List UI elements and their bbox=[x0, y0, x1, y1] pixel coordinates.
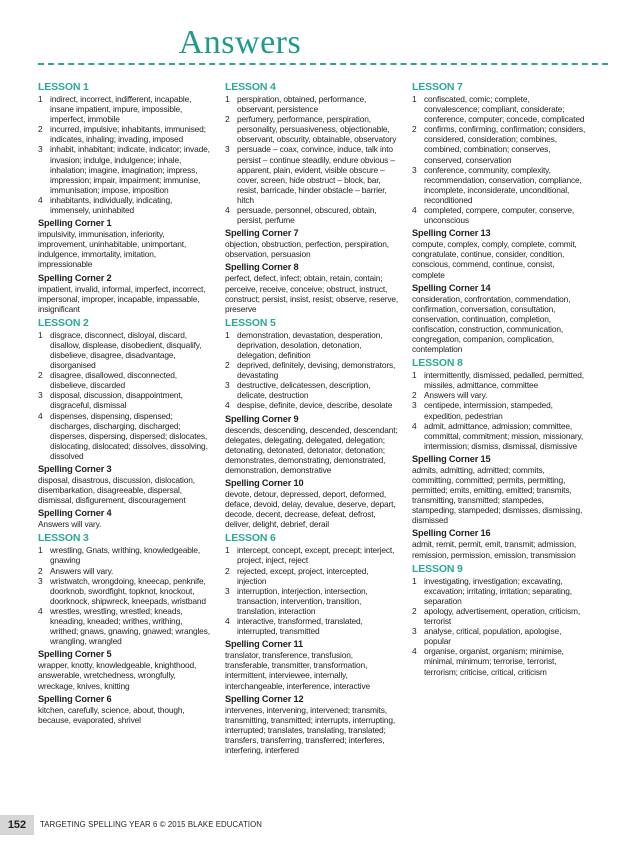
page-footer bbox=[0, 815, 640, 835]
spelling-corner-heading: Spelling Corner 14 bbox=[412, 282, 491, 293]
spelling-corner-heading: Spelling Corner 2 bbox=[38, 272, 112, 283]
answer-number: 3 bbox=[38, 390, 43, 401]
answer-number: 3 bbox=[225, 380, 230, 391]
answer-text: dispenses, dispensing, dispensed; discharges, discharging, discharged; disperses, dispersing, dispersed; dislocates, dislocating, dislocated; dissolves, dissolving, dissolved bbox=[50, 410, 208, 461]
spelling-corner-answer: impulsivity, immunisation, inferiority, improvement, uninhabitable, unimportant, indulgence, immortality, imitation, impressionable bbox=[38, 229, 187, 270]
answer-item bbox=[412, 205, 586, 225]
spelling-corner-section bbox=[225, 478, 399, 529]
spelling-corner-heading: Spelling Corner 12 bbox=[225, 693, 304, 704]
spelling-corner-answer: admit, remit, permit, emit, transmit; admission, remission, permission, emission, transmission bbox=[412, 539, 577, 560]
spelling-corner-heading: Spelling Corner 5 bbox=[38, 649, 112, 660]
answer-text: wrestles, wrestling, wrestled; kneads, kneading, kneaded; writhes, writhing, writhed; gnaws, gnawing, gnawed; wrangles, wrangling, wrangled bbox=[50, 605, 210, 647]
answer-item bbox=[38, 144, 212, 194]
spelling-corner-heading: Spelling Corner 3 bbox=[38, 464, 112, 474]
answer-text: perfumery, performance, perspiration, personality, persuasiveness, objectionable, observant, obscurity, obtainable, observatory bbox=[237, 114, 397, 145]
answer-item bbox=[38, 545, 212, 565]
spelling-corner-heading: Spelling Corner 16 bbox=[412, 528, 491, 539]
spelling-corner-answer: Answers will vary. bbox=[38, 519, 102, 530]
answer-item bbox=[412, 370, 586, 390]
spelling-corner-heading: Spelling Corner 7 bbox=[225, 228, 299, 239]
answer-number: 1 bbox=[412, 94, 417, 104]
answer-text: incurred, impulsive; inhabitants, immunised; indicates, inhaling; invading, imposed bbox=[50, 124, 206, 145]
answer-number: 3 bbox=[38, 144, 43, 155]
answer-text: wrestling, Gnats, writhing, knowledgeable, gnawing bbox=[50, 545, 201, 566]
answer-number: 1 bbox=[412, 575, 417, 586]
answer-item bbox=[38, 606, 212, 646]
answer-number: 4 bbox=[38, 605, 43, 616]
footer-credit: TARGETING SPELLING YEAR 6 © 2015 BLAKE EDUCATION bbox=[40, 820, 262, 829]
answer-item bbox=[225, 114, 399, 144]
answer-text: inhabitants, individually, indicating, immensely, uninhabited bbox=[50, 194, 173, 216]
answer-item bbox=[38, 124, 212, 144]
lesson-section bbox=[38, 317, 212, 461]
answer-number: 1 bbox=[38, 94, 43, 104]
answer-text: indirect, incorrect, indifferent, incapable, insane impatient, impure, impossible, imperfect, immobile bbox=[50, 94, 192, 125]
answer-item bbox=[225, 380, 399, 400]
answer-text: Answers will vary. bbox=[50, 565, 114, 576]
answer-number: 2 bbox=[225, 565, 230, 576]
answers-column-2 bbox=[225, 78, 399, 758]
answer-text: inhabit, inhabitant; indicate, indicator; invade, invasion; indulge, indulgence; inhale, inhalation; imagine, imagination; impress, impression; impair, impairment; immunise, immunisation; impose, imposition bbox=[50, 144, 210, 195]
lesson-section bbox=[38, 532, 212, 646]
spelling-corner-heading: Spelling Corner 13 bbox=[412, 228, 491, 239]
answer-number: 3 bbox=[412, 164, 417, 175]
answer-number: 4 bbox=[412, 646, 417, 657]
answer-number: 4 bbox=[225, 205, 230, 216]
answer-text: conference, community, complexity, recommendation, conservation, compliance, incomplete, inconsiderate, unconditional, reconditioned bbox=[424, 164, 582, 205]
spelling-corner-section bbox=[38, 508, 212, 529]
title-divider bbox=[38, 63, 608, 65]
spelling-corner-answer: kitchen, carefully, science, about, though, because, evaporated, shrivel bbox=[38, 704, 185, 725]
answer-item bbox=[38, 390, 212, 410]
answer-text: organise, organist, organism; minimise, minimal, minimum; terrorise, terrorist, terrorism; criticise, critical, criticism bbox=[424, 646, 564, 677]
spelling-corner-section bbox=[38, 218, 212, 269]
answer-number: 2 bbox=[225, 360, 230, 371]
answer-item bbox=[412, 390, 586, 400]
spelling-corner-section bbox=[412, 283, 586, 355]
spelling-corner-answer: perfect, defect, infect; obtain, retain, contain; perceive, receive, conceive; obstruct, instruct, construct; persist, insist, resist; observe, reserve, preserve bbox=[225, 273, 399, 314]
spelling-corner-answer: admits, admitting, admitted; commits, committing, committed; permits, permitting, permitted; emits, emitting, emitted; transmits, transmitting, transmitted; stampedes, stampeding, stampeded; dismisses, dismissing, dismissed bbox=[412, 464, 583, 526]
lesson-heading: LESSON 7 bbox=[412, 81, 463, 93]
answer-text: destructive, delicatessen, description, delicate, destruction bbox=[237, 380, 371, 401]
spelling-corner-section bbox=[225, 694, 399, 755]
answer-number: 1 bbox=[225, 329, 230, 340]
answer-item bbox=[225, 205, 399, 225]
answer-item bbox=[412, 94, 586, 124]
spelling-corner-section bbox=[412, 228, 586, 279]
answer-item bbox=[412, 646, 586, 676]
answer-number: 4 bbox=[412, 420, 417, 431]
answer-item bbox=[225, 616, 399, 636]
answer-text: perspiration, obtained, performance, observant, persistence bbox=[237, 94, 367, 115]
lesson-section bbox=[412, 81, 586, 225]
answer-item bbox=[38, 566, 212, 576]
answer-number: 4 bbox=[412, 205, 417, 216]
answer-text: persuade – coax, convince, induce, talk into persist – continue steadily, endure obvious – apparent, plain, evident, visible obscure – cover, screen, hide obstruct – block, bar, resist, barricade, hinder obstacle – barrier, hitch bbox=[237, 144, 395, 205]
answer-item bbox=[38, 195, 212, 215]
answer-item bbox=[225, 360, 399, 380]
answer-item bbox=[412, 165, 586, 205]
answer-text: analyse, critical, population, apologise, popular bbox=[424, 626, 562, 647]
answer-item bbox=[412, 421, 586, 451]
answers-column-1 bbox=[38, 78, 212, 728]
spelling-corner-heading: Spelling Corner 1 bbox=[38, 218, 112, 229]
spelling-corner-heading: Spelling Corner 6 bbox=[38, 693, 112, 704]
answer-number: 4 bbox=[225, 400, 230, 411]
answer-number: 3 bbox=[225, 585, 230, 596]
spelling-corner-heading: Spelling Corner 8 bbox=[225, 262, 299, 273]
answer-item bbox=[38, 576, 212, 606]
answers-column-3 bbox=[412, 78, 586, 680]
spelling-corner-heading: Spelling Corner 9 bbox=[225, 413, 299, 424]
answer-text: interactive, transformed, translated, interrupted, transmitted bbox=[237, 616, 363, 637]
answer-text: intermittently, dismissed, pedalled, permitted, missiles, admittance, committee bbox=[424, 370, 584, 391]
answer-number: 3 bbox=[412, 626, 417, 637]
answer-number: 3 bbox=[412, 400, 417, 411]
answer-text: confiscated, comic; complete, convalescence; compliant, considerate; conference, computer; concede, complicated bbox=[424, 94, 585, 125]
lesson-section bbox=[225, 532, 399, 636]
answer-text: wristwatch, wrongdoing, kneecap, penknife, doorknob, swordfight, topknot, knockout, doorknock, shipwreck, kneepads, wristband bbox=[50, 575, 206, 606]
answer-number: 2 bbox=[412, 124, 417, 135]
spelling-corner-heading: Spelling Corner 4 bbox=[38, 508, 112, 519]
spelling-corner-section bbox=[38, 694, 212, 725]
answer-text: disagree, disallowed, disconnected, disbelieve, discarded bbox=[50, 370, 177, 391]
answer-text: centipede, intermission, stampeded, expedition, pedestrian bbox=[424, 400, 553, 421]
spelling-corner-answer: disposal, disastrous, discussion, dislocation, disembarkation, disagreeable, dispersal, dismissal, disfigurement, discouragement bbox=[38, 475, 195, 506]
answer-item bbox=[225, 400, 399, 410]
answer-item bbox=[225, 330, 399, 360]
spelling-corner-section bbox=[38, 464, 212, 505]
answer-number: 2 bbox=[412, 390, 417, 401]
answer-number: 1 bbox=[38, 545, 43, 556]
lesson-heading: LESSON 6 bbox=[225, 532, 276, 545]
answer-item bbox=[225, 586, 399, 616]
page-title: Answers bbox=[178, 24, 302, 61]
answer-text: despise, definite, device, describe, desolate bbox=[237, 400, 393, 411]
answer-number: 1 bbox=[225, 94, 230, 104]
spelling-corner-section bbox=[225, 262, 399, 313]
answer-text: apology, advertisement, operation, criticism, terrorist bbox=[424, 605, 581, 627]
answer-item bbox=[38, 370, 212, 390]
spelling-corner-section bbox=[225, 228, 399, 259]
answer-text: interruption, interjection, intersection, transaction, intervention, transition, translation, interaction bbox=[237, 585, 368, 616]
answer-text: persuade, personnel, obscured, obtain, persist, perfume bbox=[237, 205, 377, 226]
spelling-corner-answer: devote, detour, depressed, deport, deformed, deface, devoid, delay, devalue, deserve, depart, decode, decent, decrease, defeat, defrost, deliver, delight, debrief, derail bbox=[225, 489, 396, 530]
lesson-heading: LESSON 9 bbox=[412, 562, 463, 575]
spelling-corner-heading: Spelling Corner 10 bbox=[225, 478, 304, 488]
spelling-corner-answer: wrapper, knotty, knowledgeable, knighthood, answerable, wretchedness, wrongfully, wreckage, knives, knitting bbox=[38, 660, 197, 691]
answer-number: 3 bbox=[225, 144, 230, 155]
answer-number: 4 bbox=[38, 194, 43, 205]
spelling-corner-section bbox=[38, 649, 212, 690]
answer-number: 4 bbox=[225, 616, 230, 627]
spelling-corner-section bbox=[38, 273, 212, 314]
answer-item bbox=[38, 411, 212, 461]
answer-item bbox=[412, 124, 586, 164]
answer-number: 1 bbox=[225, 545, 230, 556]
spelling-corner-section bbox=[412, 454, 586, 526]
answer-number: 2 bbox=[38, 565, 43, 576]
answer-text: admit, admittance, admission; committee, committal, commitment; mission, missionary, intermission; dismiss, dismissal, dismissive bbox=[424, 420, 584, 451]
page-number: 152 bbox=[0, 815, 34, 835]
spelling-corner-heading: Spelling Corner 15 bbox=[412, 453, 491, 464]
answer-text: disgrace, disconnect, disloyal, discard, disallow, displease, disobedient, disqualify, disbelieve, disagree, disadvantage, disorganised bbox=[50, 329, 202, 371]
answer-item bbox=[412, 606, 586, 626]
spelling-corner-answer: translator, transference, transfusion, transferable, transmitter, transformation, intermittent, interviewee, internally, interchangeable, interference, interactive bbox=[225, 650, 371, 691]
answer-item bbox=[412, 576, 586, 606]
answer-item bbox=[225, 566, 399, 586]
lesson-heading: LESSON 5 bbox=[225, 316, 276, 329]
answer-number: 2 bbox=[225, 114, 230, 125]
answer-text: investigating, investigation; excavating, excavation; irritating, irritation; separating, separation bbox=[424, 575, 572, 606]
answer-item bbox=[225, 545, 399, 565]
lesson-heading: LESSON 2 bbox=[38, 316, 89, 329]
spelling-corner-section bbox=[225, 414, 399, 475]
answer-number: 2 bbox=[38, 124, 43, 135]
answer-number: 3 bbox=[38, 575, 43, 586]
spelling-corner-section bbox=[412, 528, 586, 559]
answer-item bbox=[38, 330, 212, 370]
answer-text: disposal, discussion, disappointment, disgraceful, dismissal bbox=[50, 390, 183, 411]
answer-text: confirms, confirming, confirmation; considers, considered, consideration; combines, combined, combination; conserves, conserved, conservation bbox=[424, 124, 586, 165]
lesson-section bbox=[412, 563, 586, 677]
answer-number: 4 bbox=[38, 410, 43, 421]
lesson-section bbox=[225, 81, 399, 225]
lesson-heading: LESSON 4 bbox=[225, 81, 276, 93]
answer-item bbox=[412, 400, 586, 420]
answer-number: 2 bbox=[412, 605, 417, 616]
answer-text: rejected, except, project, intercepted, injection bbox=[237, 565, 369, 586]
lesson-section bbox=[38, 81, 212, 215]
spelling-corner-answer: impatient, invalid, informal, imperfect, incorrect, impersonal, improper, incapable, impassable, insignificant bbox=[38, 283, 206, 314]
spelling-corner-answer: objection, obstruction, perfection, perspiration, observation, persuasion bbox=[225, 239, 389, 260]
spelling-corner-section bbox=[225, 639, 399, 690]
answer-text: intercept, concept, except, precept; interject, project, inject, reject bbox=[237, 545, 395, 566]
answer-text: Answers will vary. bbox=[424, 390, 488, 401]
answer-text: deprived, definitely, devising, demonstrators, devastating bbox=[237, 360, 396, 381]
spelling-corner-answer: consideration, confrontation, commendation, confirmation, conversation, consultation, conservation, continuation, completion, confiscation, construction, communication, congregation, companion, complication, contemplation bbox=[412, 293, 571, 355]
spelling-corner-answer: descends, descending, descended, descendant; delegates, delegating, delegated, delegation; detonating, detonated, detonator, detonation; demonstrates, demonstrating, demonstrated, demonstration, demonstrative bbox=[225, 424, 398, 475]
lesson-heading: LESSON 8 bbox=[412, 357, 463, 370]
answer-number: 2 bbox=[38, 370, 43, 381]
spelling-corner-answer: compute, complex, comply, complete, commit, congratulate, continue, consider, condition, conscious, commend, continue, consist, complete bbox=[412, 239, 577, 280]
answer-item bbox=[225, 144, 399, 205]
answer-text: demonstration, devastation, desperation, deprivation, desolation, detonation, delegation, definition bbox=[237, 329, 383, 360]
lesson-heading: LESSON 3 bbox=[38, 532, 89, 545]
spelling-corner-answer: intervenes, intervening, intervened; transmits, transmitting, transmitted; interrupts, interrupting, interrupted; translates, translating, translated; transfers, transferring, transferred; interferes, interfering, interfered bbox=[225, 704, 396, 755]
answer-item bbox=[412, 626, 586, 646]
answer-number: 1 bbox=[412, 370, 417, 381]
answer-text: completed, compere, computer, conserve, unconscious bbox=[424, 205, 575, 226]
lesson-section bbox=[225, 317, 399, 411]
lesson-heading: LESSON 1 bbox=[38, 81, 89, 93]
answer-item bbox=[225, 94, 399, 114]
lesson-section bbox=[412, 357, 586, 451]
answer-item bbox=[38, 94, 212, 124]
spelling-corner-heading: Spelling Corner 11 bbox=[225, 639, 303, 650]
answer-number: 1 bbox=[38, 329, 43, 340]
